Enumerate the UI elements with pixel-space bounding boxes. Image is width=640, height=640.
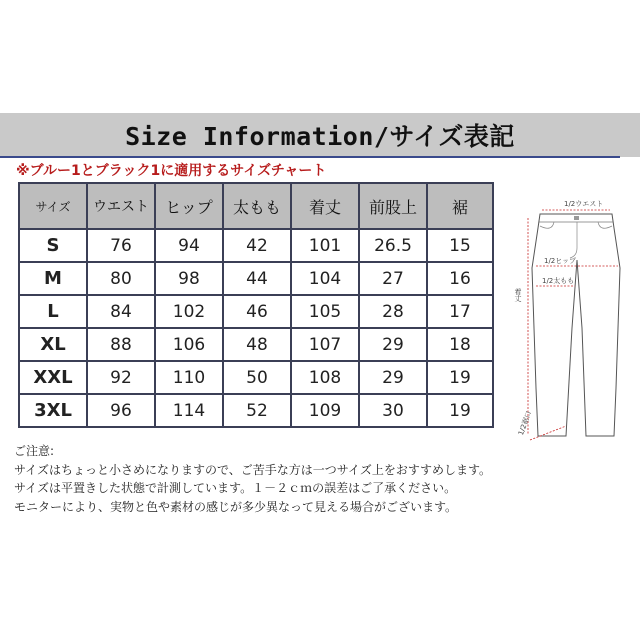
front-rise-cell: 28 [359,295,427,328]
thigh-label: 1/2太もも [542,277,575,285]
table-row [19,394,493,427]
hem-cell: 19 [427,361,493,394]
table-row [19,262,493,295]
hem-cell: 19 [427,394,493,427]
thigh-cell: 48 [223,328,291,361]
table-row [19,361,493,394]
hem-cell: 15 [427,229,493,262]
length-cell: 107 [291,328,359,361]
front-rise-cell: 30 [359,394,427,427]
note-line: サイズはちょっと小さめになりますので、ご苦手な方は一つサイズ上をおすすめします。 [14,462,492,477]
size-table [18,182,494,428]
header-length: 着丈 [291,183,359,229]
note-line: サイズは平置きした状態で計測しています。１－２ｃｍの誤差はご了承ください。 [14,481,457,495]
waist-cell: 92 [87,361,155,394]
chart-subtitle: ※ブルー1とブラック1に適用するサイズチャート [16,163,327,179]
size-cell: XL [19,328,87,361]
note-line: モニターにより、実物と色や素材の感じが多少異なって見える場合がございます。 [14,499,458,514]
header-front-rise: 前股上 [359,183,427,229]
waist-cell: 84 [87,295,155,328]
hem-cell: 17 [427,295,493,328]
waist-cell: 96 [87,394,155,427]
size-cell: XXL [19,361,87,394]
pants-outline [532,214,620,436]
title-banner [0,113,640,157]
size-cell: 3XL [19,394,87,427]
length-cell: 108 [291,361,359,394]
length-cell: 101 [291,229,359,262]
hip-label: 1/2ヒップ [544,257,577,265]
thigh-cell: 50 [223,361,291,394]
hip-cell: 114 [155,394,223,427]
size-cell: S [19,229,87,262]
size-cell: M [19,262,87,295]
size-cell: L [19,295,87,328]
front-rise-cell: 29 [359,328,427,361]
front-rise-cell: 27 [359,262,427,295]
pants-measurement-diagram [500,188,640,450]
hem-cell: 18 [427,328,493,361]
length-cell: 104 [291,262,359,295]
notes-heading: ご注意: [14,444,55,458]
thigh-cell: 46 [223,295,291,328]
thigh-cell: 52 [223,394,291,427]
thigh-cell: 42 [223,229,291,262]
table-row [19,229,493,262]
hem-label: 1/2裾口 [516,409,534,437]
button [574,216,579,220]
page-title: Size Information/サイズ表記 [125,122,515,151]
table-row [19,295,493,328]
length-label: 着丈 [514,288,522,302]
waist-cell: 88 [87,328,155,361]
header-size: サイズ [19,183,87,229]
header-waist: ウエスト [87,183,155,229]
waist-cell: 76 [87,229,155,262]
banner-underline [0,156,620,158]
hem-cell: 16 [427,262,493,295]
waist-label: 1/2ウエスト [564,200,604,208]
header-hip: ヒップ [155,183,223,229]
notes-block [14,442,491,516]
hip-cell: 98 [155,262,223,295]
length-cell: 109 [291,394,359,427]
waist-cell: 80 [87,262,155,295]
length-cell: 105 [291,295,359,328]
thigh-cell: 44 [223,262,291,295]
front-rise-cell: 29 [359,361,427,394]
table-row [19,328,493,361]
hip-cell: 102 [155,295,223,328]
hip-cell: 106 [155,328,223,361]
hip-cell: 94 [155,229,223,262]
hip-cell: 110 [155,361,223,394]
front-rise-cell: 26.5 [359,229,427,262]
header-hem: 裾 [427,183,493,229]
header-thigh: 太もも [223,183,291,229]
table-header-row [19,183,493,229]
